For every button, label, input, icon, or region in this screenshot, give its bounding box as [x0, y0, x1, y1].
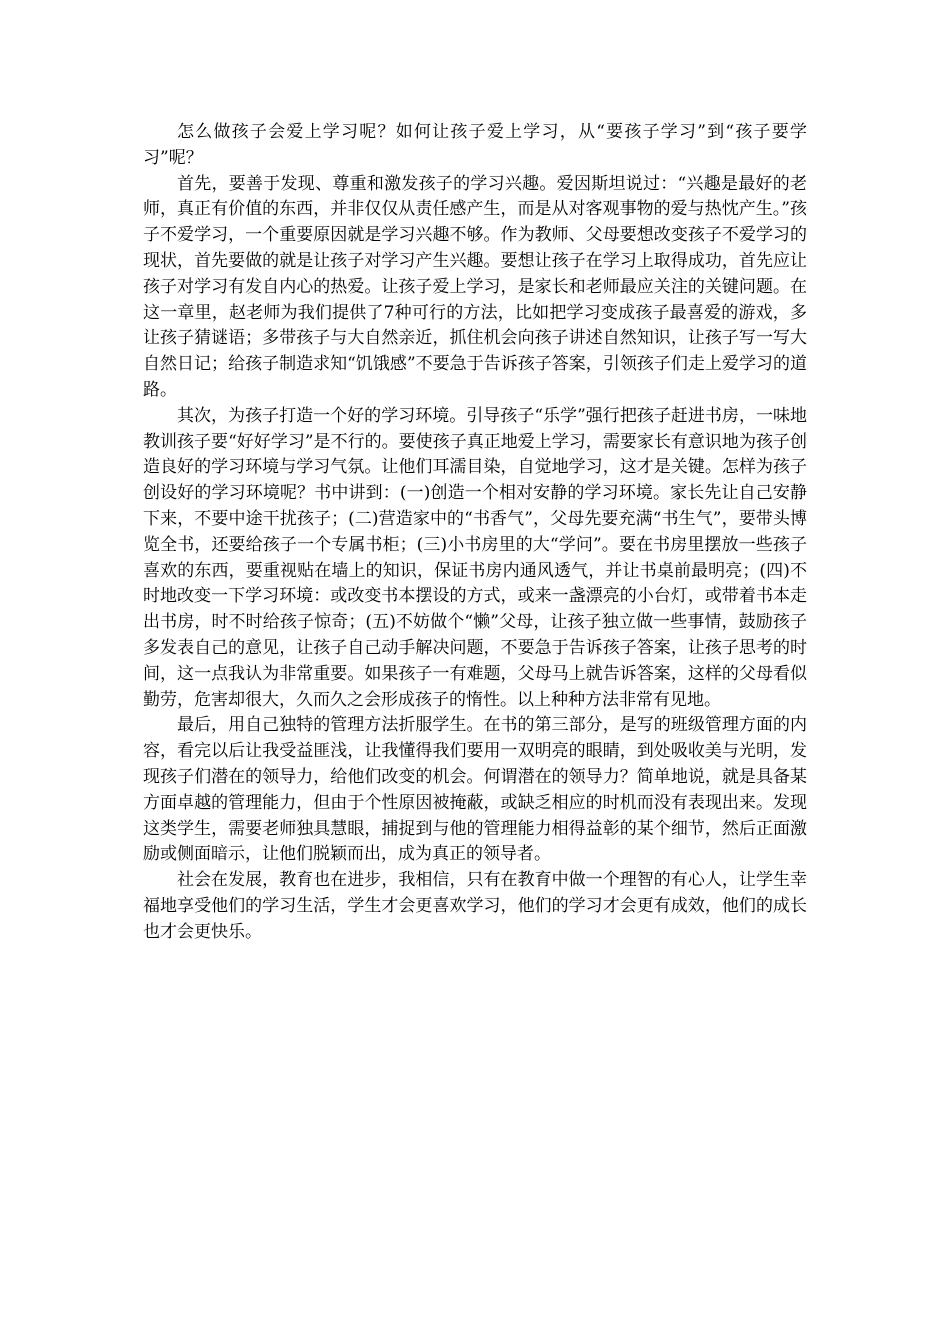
paragraph-intro-question: 怎么做孩子会爱上学习呢？如何让孩子爱上学习，从“要孩子学习”到“孩子要学习”呢？ — [143, 122, 807, 168]
paragraph-third-management: 最后，用自己独特的管理方法折服学生。在书的第三部分，是写的班级管理方面的内容，看完以后让我受益匪浅，让我懂得我们要用一双明亮的眼睛，到处吸收美与光明，发现孩子们潜在的领导力，给他们改变的机会。何谓潜在的领导力？简单地说，就是具备某方面卓越的管理能力，但由于个性原因被掩蔽，或缺乏相应的时机而没有表现出来。发现这类学生，需要老师独具慧眼，捕捉到与他的管理能力相得益彰的某个细节，然后正面激励或侧面暗示，让他们脱颖而出，成为真正的领导者。 — [143, 715, 807, 865]
document-body — [143, 120, 807, 946]
paragraph-second-environment: 其次，为孩子打造一个好的学习环境。引导孩子“乐学”强行把孩子赶进书房，一味地教训孩子要“好好学习”是不行的。要使孩子真正地爱上学习，需要家长有意识地为孩子创造良好的学习环境与学习气氛。让他们耳濡目染，自觉地学习，这才是关键。怎样为孩子创设好的学习环境呢？书中讲到：(一)创造一个相对安静的学习环境。家长先让自己安静下来，不要中途干扰孩子；(二)营造家中的“书香气”，父母先要充满“书生气”，要带头博览全书，还要给孩子一个专属书柜；(三)小书房里的大“学问”。要在书房里摆放一些孩子喜欢的东西，要重视贴在墙上的知识，保证书房内通风透气，并让书桌前最明亮；(四)不时地改变一下学习环境：或改变书本摆设的方式，或来一盏漂亮的小台灯，或带着书本走出书房，时不时给孩子惊奇；(五)不妨做个“懒”父母，让孩子独立做一些事情，鼓励孩子多发表自己的意见，让孩子自己动手解决问题，不要急于告诉孩子答案，让孩子思考的时间，这一点我认为非常重要。如果孩子一有难题，父母马上就告诉答案，这样的父母看似勤劳，危害却很大，久而久之会形成孩子的惰性。以上种种方法非常有见地。 — [143, 405, 807, 710]
paragraph-conclusion: 社会在发展，教育也在进步，我相信，只有在教育中做一个理智的有心人，让学生幸福地享受他们的学习生活，学生才会更喜欢学习，他们的学习才会更有成效，他们的成长也才会更快乐。 — [143, 870, 807, 942]
paragraph-first-interest: 首先，要善于发现、尊重和激发孩子的学习兴趣。爱因斯坦说过：“兴趣是最好的老师，真正有价值的东西，并非仅仅从责任感产生，而是从对客观事物的爱与热忱产生。”孩子不爱学习，一个重要原因就是学习兴趣不够。作为教师、父母要想改变孩子不爱学习的现状，首先要做的就是让孩子对学习产生兴趣。要想让孩子在学习上取得成功，首先应让孩子对学习有发自内心的热爱。让孩子爱上学习，是家长和老师最应关注的关键问题。在这一章里，赵老师为我们提供了7种可行的方法，比如把学习变成孩子最喜爱的游戏，多让孩子猜谜语；多带孩子与大自然亲近，抓住机会向孩子讲述自然知识，让孩子写一写大自然日记；给孩子制造求知“饥饿感”不要急于告诉孩子答案，引领孩子们走上爱学习的道路。 — [143, 173, 807, 400]
